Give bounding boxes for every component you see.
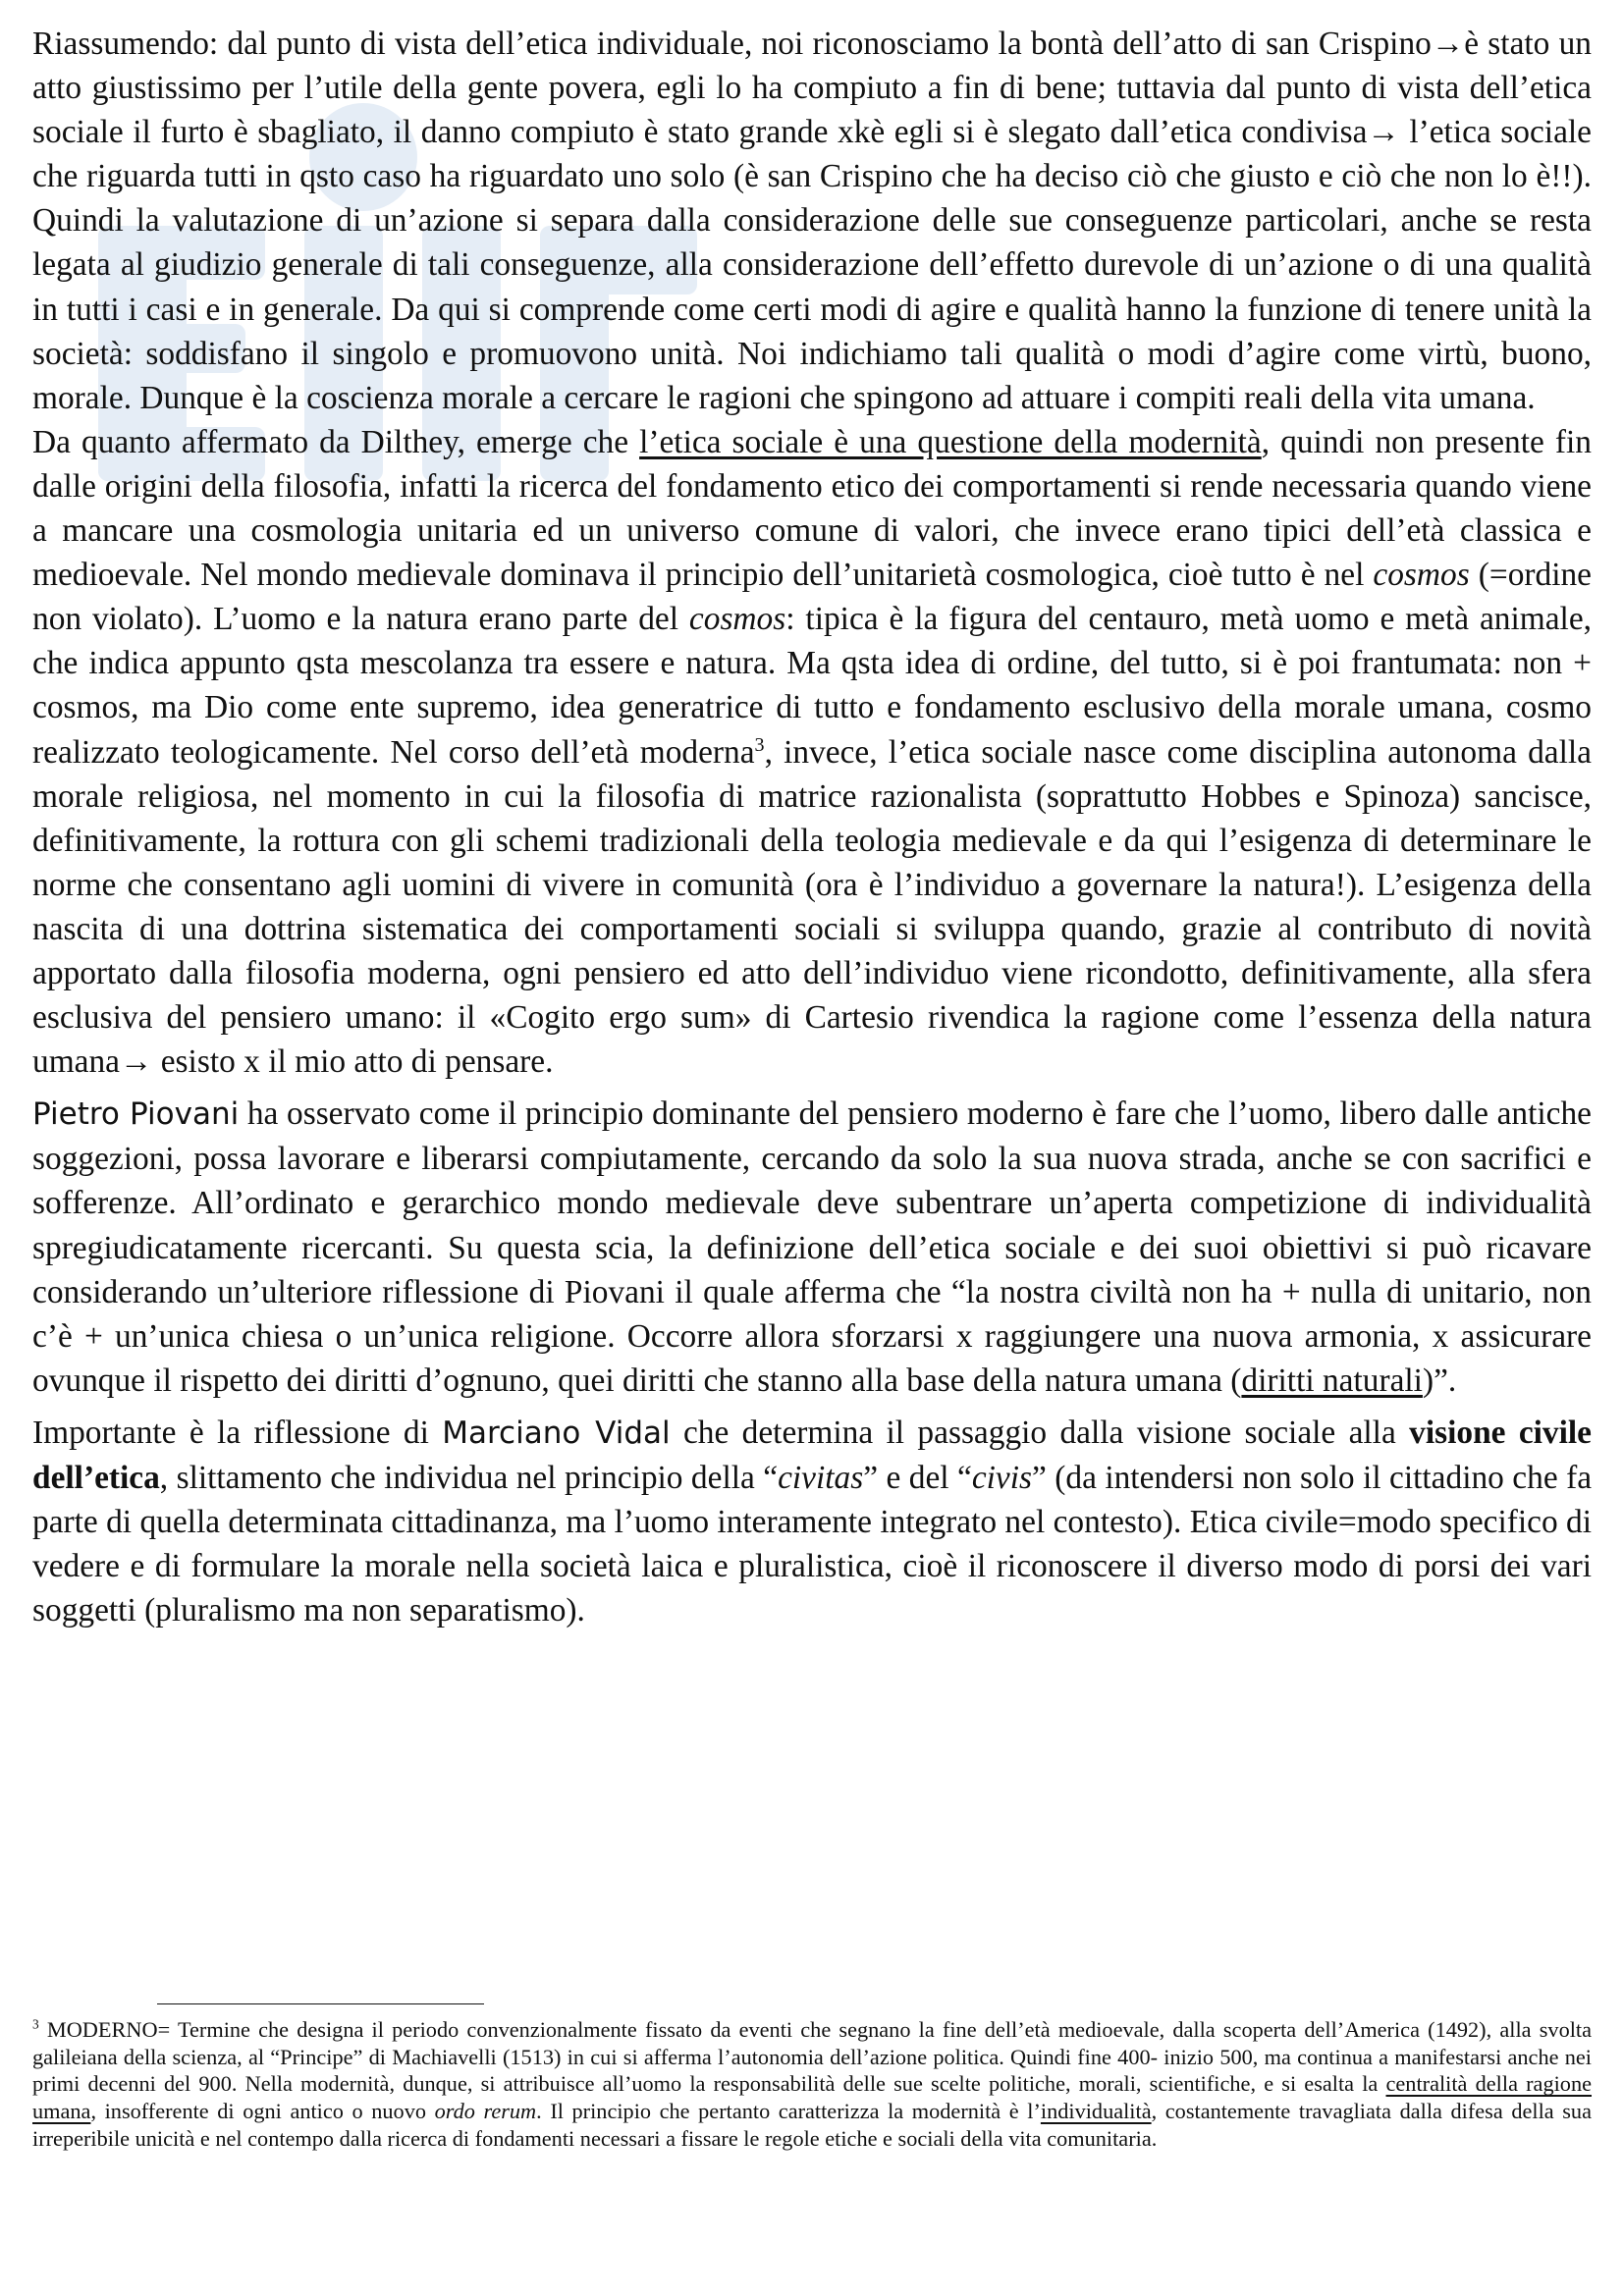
p2-text-3: (=ordine non violato). L’uomo e la natura erano parte del [32, 557, 1593, 638]
name-pietro-piovani: Pietro Piovani [32, 1096, 240, 1133]
footnote-number: 3 [32, 2016, 39, 2032]
paragraph-4 [32, 1411, 1592, 1632]
p4-text-5: ” (da intendersi non solo il cittadino che fa parte di quella determinata cittadinanza, ma l’uomo interamente integrato nel contesto). Etica civile=modo specifico di vedere e di formulare la morale nella società laica e pluralistica, cioè il riconoscere il diverso modo di porsi dei vari soggetti (pluralismo ma non separatismo). [32, 1460, 1593, 1629]
name-marciano-vidal: Marciano Vidal [442, 1415, 671, 1451]
p2-text-2: , quindi non presente fin dalle origini della filosofia, infatti la ricerca del fondamento etico dei comportamenti si rende necessaria quando viene a mancare una cosmologia unitaria ed un universo comune di valori, che invece erano tipici dell’età classica e medioevale. Nel mondo medievale dominava il principio dell’unitarietà cosmologica, cioè tutto è nel [32, 423, 1592, 594]
fn-text-1: MODERNO= Termine che designa il periodo convenzionalmente fissato da eventi che segnano la fine dell’età medioevale, dalla scoperta dell’America (1492), alla svolta galileiana della scienza, al “Principe” di Machiavelli (1513) in cui si afferma l’autonomia dell’azione politica. Quindi fine 400- inizio 500, ma continua a manifestarsi anche nei primi decenni del 900. Nella modernità, dunque, si attribuisce all’uomo la responsabilità delle sue scelte politiche, morali, scientifiche, e si esalta la [32, 2017, 1592, 2097]
footnote-separator [157, 2003, 484, 2004]
footnote-3 [32, 2016, 1592, 2153]
paragraph-1-text: Riassumendo: dal punto di vista dell’etica individuale, noi riconosciamo la bontà dell’atto di san Crispino→è stato un atto giustissimo per l’utile della gente povera, egli lo ha compiuto a fin di bene; tuttavia dal punto di vista dell’etica sociale il furto è sbagliato, il danno compiuto è stato grande xkè egli si è slegato dall’etica condivisa→ l’etica sociale che riguarda tutti in qsto caso ha riguardato uno solo (è san Crispino che ha deciso ciò che giusto e ciò che non lo è!!). Quindi la valutazione di un’azione si separa dalla considerazione delle sue conseguenze particolari, anche se resta legata al giudizio generale di tali conseguenze, alla considerazione dell’effetto durevole di un’azione o di una qualità in tutti i casi e in generale. Da qui si comprende come certi modi di agire e qualità hanno la funzione di tenere unità la società: soddisfano il singolo e promuovono unità. Noi indichiamo tali qualità o modi d’agire come virtù, buono, morale. Dunque è la coscienza morale a cercare le ragioni che spingono ad attuare i compiti reali della vita umana. [32, 26, 1592, 416]
fn-text-4: , costantemente travagliata dalla difesa della sua irreperibile unicità e nel contempo dalla ricerca di fondamenti necessari a fissare le regole etiche e sociali della vita comunitaria. [32, 2099, 1592, 2151]
fn-text-2: , insofferente di ogni antico o nuovo [90, 2099, 435, 2124]
fn-underlined-centralita: centralità della ragione umana [32, 2071, 1592, 2124]
paragraph-1 [32, 22, 1592, 420]
p2-text-4: : tipica è la figura del centauro, metà uomo e metà animale, che indica appunto qsta mescolanza tra essere e natura. Ma qsta idea di ordine, del tutto, si è poi frantumata: non + cosmos, ma Dio come ente supremo, idea generatrice di tutto e fondamento esclusivo della morale umana, cosmo realizzato teologicamente. Nel corso dell’età moderna [32, 601, 1593, 771]
paragraph-2 [32, 420, 1592, 1084]
paragraph-3 [32, 1092, 1592, 1403]
fn-text-3: . Il principio che pertanto caratterizza la modernità è l’ [536, 2099, 1041, 2124]
p2-underlined-phrase: l’etica sociale è una questione della modernità [639, 423, 1262, 460]
p2-italic-cosmos-1: cosmos [1373, 557, 1470, 594]
p2-text-5: , invece, l’etica sociale nasce come disciplina autonoma dalla morale religiosa, nel momento in cui la filosofia di matrice razionalista (soprattutto Hobbes e Spinoza) sancisce, definitivamente, la rottura con gli schemi tradizionali della teologia medievale e da qui l’esigenza di determinare le norme che consentano agli uomini di vivere in comunità (ora è l’individuo a governare la natura!). L’esigenza della nascita di una dottrina sistematica dei comportamenti sociali si sviluppa quando, grazie al contributo di novità apportato dalla filosofia moderna, ogni pensiero ed atto dell’individuo viene ricondotto, definitivamente, alla sfera esclusiva del pensiero umano: il «Cogito ergo sum» di Cartesio rivendica la ragione come l’essenza della natura umana→ esisto x il mio atto di pensare. [32, 733, 1592, 1081]
p4-text-3: , slittamento che individua nel principio della “ [159, 1460, 779, 1496]
fn-italic-ordo-rerum: ordo rerum [434, 2099, 537, 2124]
p4-text-1: Importante è la riflessione di [32, 1414, 443, 1451]
footnote-ref-3[interactable]: 3 [754, 733, 765, 756]
p2-italic-cosmos-2: cosmos [688, 601, 786, 638]
p2-text-1: Da quanto affermato da Dilthey, emerge che [32, 423, 640, 460]
p3-underlined-diritti-naturali: diritti naturali [1241, 1362, 1423, 1399]
p4-bold-visione-civile: visione civile dell’etica [32, 1414, 1592, 1496]
p4-italic-civitas: civitas [778, 1460, 864, 1496]
p3-text-1: ha osservato come il principio dominante del pensiero moderno è fare che l’uomo, libero dalle antiche soggezioni, possa lavorare e liberarsi compiutamente, cercando da solo la sua nuova strada, anche se con sacrifici e sofferenze. All’ordinato e gerarchico mondo medievale deve subentrare un’aperta competizione di individualità spregiudicatamente ricercanti. Su questa scia, la definizione dell’etica sociale e dei suoi obiettivi si può ricavare considerando un’ulteriore riflessione di Piovani il quale afferma che “la nostra civiltà non ha + nulla di unitario, non c’è + un’unica chiesa o un’unica religione. Occorre allora sforzarsi x raggiungere una nuova armonia, x assicurare ovunque il rispetto dei diritti d’ognuno, quei diritti che stanno alla base della natura umana ( [32, 1095, 1592, 1399]
p4-text-2: che determina il passaggio dalla visione sociale alla [670, 1414, 1410, 1451]
p4-text-4: ” e del “ [863, 1460, 972, 1496]
p4-italic-civis: civis [971, 1460, 1033, 1496]
body-text [32, 22, 1592, 1632]
fn-underlined-individualita: individualità [1040, 2099, 1152, 2124]
p3-text-2: )”. [1422, 1362, 1457, 1399]
footnote [32, 2016, 1592, 2153]
